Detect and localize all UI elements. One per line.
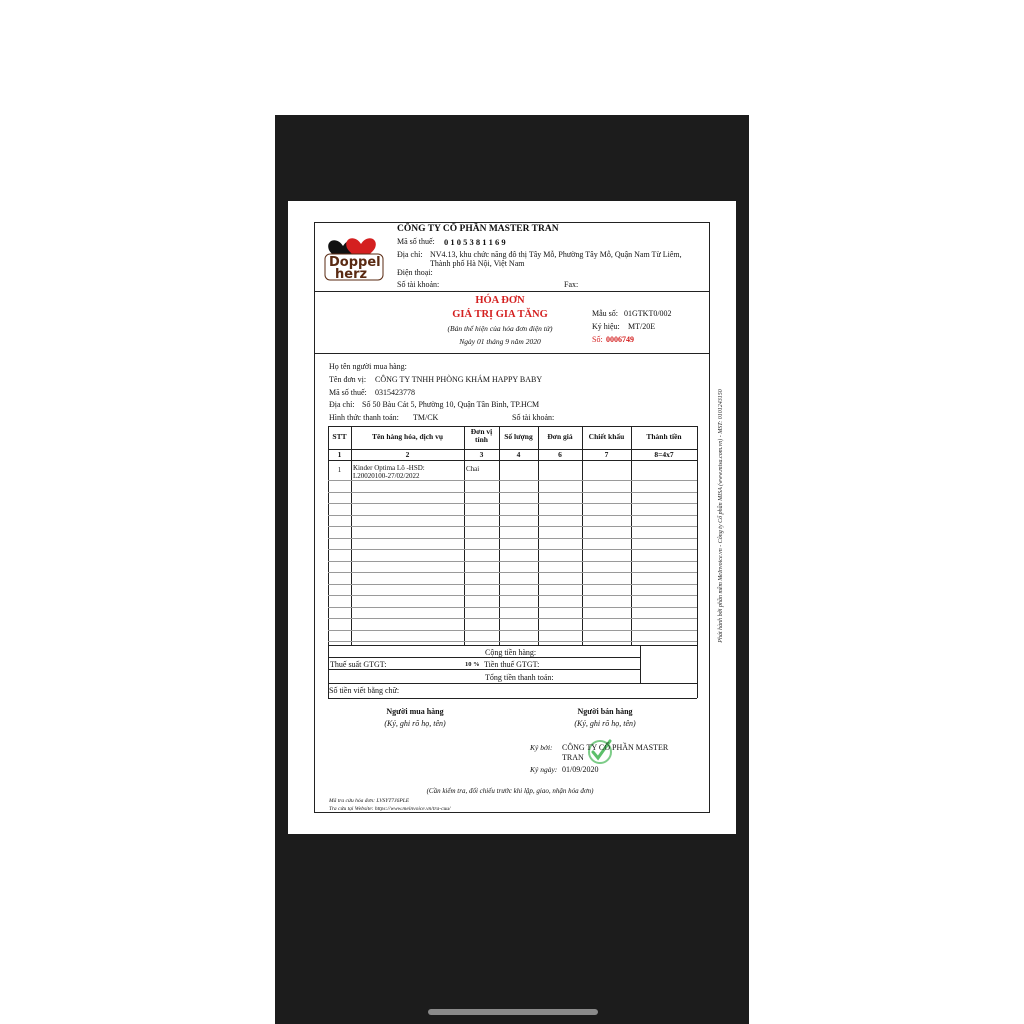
table-row-rule (328, 607, 697, 608)
buyer-tax-label: Mã số thuế: (329, 388, 367, 397)
number-label: Số: (592, 335, 603, 344)
seller-tax-code: 0 1 0 5 3 8 1 1 6 9 (444, 237, 506, 247)
table-index-cell: 6 (558, 450, 562, 459)
buyer-signature-title: Người mua hàng (386, 707, 444, 716)
table-header-cell: Đơn giá (547, 432, 573, 441)
totals-rule (640, 645, 641, 683)
table-row-rule (328, 572, 697, 573)
buyer-unit-value: CÔNG TY TNHH PHÒNG KHÁM HAPPY BABY (375, 375, 543, 384)
invoice-date: Ngày 01 tháng 9 năm 2020 (459, 337, 541, 346)
table-rule (328, 426, 697, 427)
table-rule (328, 449, 697, 450)
table-index-cell: 8=4x7 (654, 450, 674, 459)
table-row-rule (328, 503, 697, 504)
table-header-cell: Thành tiền (646, 432, 682, 441)
signed-by-label: Ký bởi: (530, 743, 553, 752)
table-row-rule (328, 538, 697, 539)
form-label: Mẫu số: (592, 309, 618, 318)
table-row-rule (328, 630, 697, 631)
symbol-value: MT/20E (628, 322, 656, 331)
lookup-site[interactable]: Tra cứu tại Website: https://www.meinvoice.vn/tra-cuu/ (329, 806, 451, 812)
invoice-electronic-note: (Bản thể hiện của hóa đơn điện tử) (447, 324, 553, 333)
seller-account-label: Số tài khoản: (397, 280, 440, 289)
signed-date-label: Ký ngày: (530, 765, 558, 774)
buyer-signature-note: (Ký, ghi rõ họ, tên) (384, 719, 446, 728)
home-indicator[interactable] (428, 1009, 598, 1015)
cell-stt: 1 (337, 466, 342, 474)
table-row-rule (328, 584, 697, 585)
seller-phone-label: Điện thoại: (397, 268, 433, 277)
table-index-cell: 7 (604, 450, 609, 459)
seller-signature-note: (Ký, ghi rõ họ, tên) (574, 719, 636, 728)
totals-rule (328, 698, 697, 699)
invoice-subtitle-vat: GIÁ TRỊ GIA TĂNG (452, 309, 548, 320)
doppelherz-logo (323, 232, 385, 282)
goods-total-label: Cộng tiền hàng: (485, 648, 537, 657)
cell-name-line2: L20020100-27/02/2022 (353, 472, 420, 480)
seller-signature-title: Người bán hàng (577, 707, 633, 716)
table-header-cell: Tên hàng hóa, dịch vụ (371, 432, 444, 441)
cell-name-line1: Kinder Optima Lô -HSD: (353, 464, 425, 472)
buyer-address-label: Địa chỉ: (329, 400, 355, 409)
vat-rate-label: Thuế suất GTGT: (330, 660, 387, 669)
table-row-rule (328, 561, 697, 562)
seller-address-label: Địa chỉ: (397, 250, 423, 259)
buyer-unit-label: Tên đơn vị: (329, 375, 367, 384)
seller-address-line1: NV4.13, khu chức năng đô thị Tây Mỗ, Phường Tây Mỗ, Quận Nam Từ Liêm, (430, 250, 682, 259)
lookup-code: Mã tra cứu hóa đơn: LVSYT7J6PLE (329, 798, 410, 804)
table-rule (328, 460, 697, 461)
table-row-rule (328, 526, 697, 527)
table-row-rule (328, 549, 697, 550)
number-value: 0006749 (606, 335, 634, 344)
table-header-cell: Đơn vị tính (470, 427, 493, 444)
table-index-cell: 2 (405, 450, 410, 459)
logo-text-line2: herz (335, 267, 368, 282)
footer-notice: (Cần kiểm tra, đối chiếu trước khi lập, giao, nhận hóa đơn) (426, 787, 594, 795)
divider (314, 353, 710, 354)
table-header-cell: STT (332, 432, 347, 441)
table-row-rule (328, 515, 697, 516)
buyer-tax-value: 0315423778 (375, 388, 415, 397)
table-index-cell: 4 (516, 450, 521, 459)
symbol-label: Ký hiệu: (592, 322, 620, 331)
seller-name: CÔNG TY CỔ PHẦN MASTER TRAN (397, 224, 559, 234)
totals-rule (328, 657, 640, 658)
payment-value: TM/CK (413, 413, 439, 422)
buyer-address-value: Số 50 Bàu Cát 5, Phường 10, Quận Tân Bình, TP.HCM (362, 400, 540, 409)
buyer-account-label: Số tài khoản: (512, 413, 555, 422)
logo-text-line1: Doppel (329, 255, 381, 270)
vat-rate-value: 10 % (465, 661, 480, 668)
signed-date-value: 01/09/2020 (562, 765, 599, 774)
table-row-rule (328, 641, 697, 642)
buyer-name-label: Họ tên người mua hàng: (329, 362, 407, 371)
form-value: 01GTKT0/002 (624, 309, 672, 318)
table-row-rule (328, 492, 697, 493)
seller-tax-label: Mã số thuế: (397, 237, 435, 246)
cell-unit: Chai (466, 465, 480, 473)
table-row-rule (328, 618, 697, 619)
table-index-cell: 3 (479, 450, 484, 459)
table-index-cell: 1 (337, 450, 342, 459)
table-col-rule (697, 426, 698, 645)
table-rule (328, 645, 697, 646)
in-words-label: Số tiền viết bằng chữ: (329, 686, 400, 695)
table-row-rule (328, 595, 697, 596)
table-header-cell: Chiết khấu (588, 432, 625, 441)
totals-rule (697, 645, 698, 698)
divider (314, 291, 710, 292)
table-header-cell: Số lượng (504, 432, 533, 441)
signed-by-line2: TRAN (562, 753, 584, 762)
totals-rule (328, 683, 697, 684)
signed-by-line1: CÔNG TY CỔ PHẦN MASTER (562, 743, 669, 752)
side-publisher-text: Phát hành bởi phần mềm MeInvoice.vn - Công ty Cổ phần MISA (www.misa.com.vn) - MST: 0101243150 (718, 389, 724, 643)
table-row-rule (328, 480, 697, 481)
invoice-title: HÓA ĐƠN (475, 295, 525, 306)
seller-address-line2: Thành phố Hà Nội, Việt Nam (430, 259, 525, 268)
grand-total-label: Tổng tiền thanh toán: (485, 673, 554, 682)
payment-label: Hình thức thanh toán: (329, 413, 399, 422)
seller-fax-label: Fax: (564, 280, 579, 289)
vat-amount-label: Tiền thuế GTGT: (484, 660, 540, 669)
side-publisher-note (714, 360, 728, 672)
